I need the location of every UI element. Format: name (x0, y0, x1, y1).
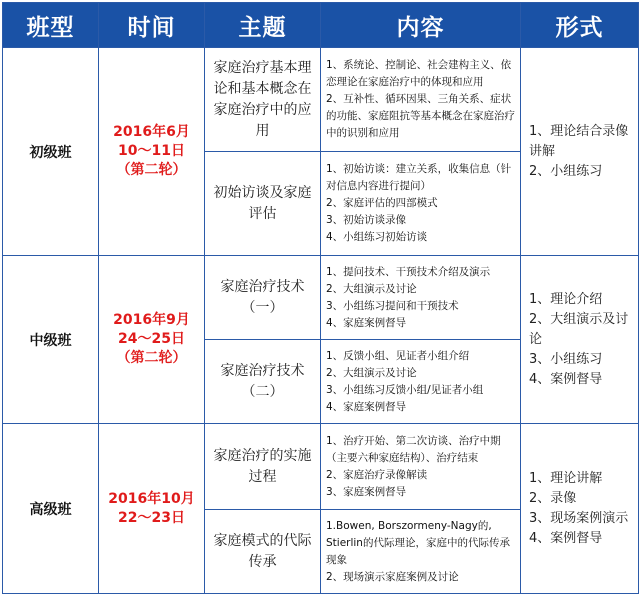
form-cell (521, 48, 639, 256)
time-line: 2016年6月 (113, 124, 190, 140)
form-item: 3、现场案例演示 (529, 510, 629, 526)
table-row (3, 256, 639, 340)
schedule-table (2, 2, 639, 594)
header-class: 班型 (3, 3, 99, 48)
header-topic: 主题 (205, 3, 321, 48)
content-item: 1、治疗开始、第二次访谈、治疗中期（主要六种家庭结构）、治疗结束 (326, 434, 501, 464)
content-item: 4、小组练习初始访谈 (326, 231, 428, 243)
content-item: 4、家庭案例督导 (326, 316, 407, 329)
time-cell (99, 48, 205, 256)
content-item: 2、大组演示及讨论 (326, 282, 417, 295)
content-item: 2、现场演示家庭案例及讨论 (326, 570, 459, 583)
topic-cell: 家庭治疗基本理论和基本概念在家庭治疗中的应用 (205, 48, 321, 152)
form-item: 2、小组练习 (529, 163, 603, 179)
content-item: 3、小组练习提问和干预技术 (326, 299, 459, 312)
header-content: 内容 (321, 3, 521, 48)
form-item: 4、案例督导 (529, 530, 603, 546)
class-name: 初级班 (3, 48, 99, 256)
topic-cell: 家庭治疗的实施过程 (205, 424, 321, 510)
time-line: 24～25日 (118, 331, 185, 347)
table-row (3, 48, 639, 152)
form-item: 3、小组练习 (529, 351, 603, 367)
content-item: 4、家庭案例督导 (326, 400, 407, 413)
time-line: （第二轮） (116, 162, 187, 178)
class-name: 中级班 (3, 256, 99, 424)
header-form: 形式 (521, 3, 639, 48)
header-row (3, 3, 639, 48)
content-item: 2、家庭治疗录像解读 (326, 468, 428, 481)
topic-cell: 家庭治疗技术（一） (205, 256, 321, 340)
form-item: 2、录像 (529, 490, 577, 506)
class-name: 高级班 (3, 424, 99, 594)
content-item: 1、提问技术、干预技术介绍及演示 (326, 265, 491, 278)
topic-cell: 家庭模式的代际传承 (205, 510, 321, 594)
form-cell (521, 424, 639, 594)
form-item: 4、案例督导 (529, 371, 603, 387)
time-cell (99, 424, 205, 594)
content-cell (321, 48, 521, 152)
content-cell (321, 340, 521, 424)
topic-cell: 初始访谈及家庭评估 (205, 152, 321, 256)
time-line: （第二轮） (116, 350, 187, 366)
table-row (3, 424, 639, 510)
content-item: 1、初始访谈：建立关系，收集信息（针对信息内容进行提问） (326, 163, 512, 192)
content-cell (321, 256, 521, 340)
time-cell (99, 256, 205, 424)
content-item: 2、大组演示及讨论 (326, 366, 417, 379)
content-item: 1、反馈小组、见证者小组介绍 (326, 349, 470, 362)
form-item: 1、理论介绍 (529, 291, 603, 307)
content-item: 1、系统论、控制论、社会建构主义、依恋理论在家庭治疗中的体现和应用 (326, 59, 512, 88)
content-item: 1.Bowen, Borszormeny-Nagy的, Stierlin的代际理论，家庭中的代际传承现象 (326, 519, 510, 566)
content-item: 3、初始访谈录像 (326, 214, 407, 226)
form-item: 1、理论讲解 (529, 470, 603, 486)
form-item: 2、大组演示及讨论 (529, 311, 629, 347)
course-schedule (2, 2, 638, 599)
time-line: 10～11日 (118, 143, 185, 159)
content-item: 3、家庭案例督导 (326, 485, 407, 498)
time-line: 2016年10月 (108, 490, 195, 507)
content-item: 3、小组练习反馈小组/见证者小组 (326, 383, 484, 396)
form-cell (521, 256, 639, 424)
content-item: 2、互补性、循环因果、三角关系、症状的功能、家庭阻抗等基本概念在家庭治疗中的识别和应用 (326, 93, 515, 139)
content-cell (321, 424, 521, 510)
content-cell (321, 152, 521, 256)
topic-cell: 家庭治疗技术（二） (205, 340, 321, 424)
content-cell (321, 510, 521, 594)
content-item: 2、家庭评估的四部模式 (326, 197, 438, 209)
time-line: 22～23日 (118, 509, 185, 526)
time-line: 2016年9月 (113, 312, 190, 328)
header-time: 时间 (99, 3, 205, 48)
form-item: 1、理论结合录像讲解 (529, 123, 629, 159)
